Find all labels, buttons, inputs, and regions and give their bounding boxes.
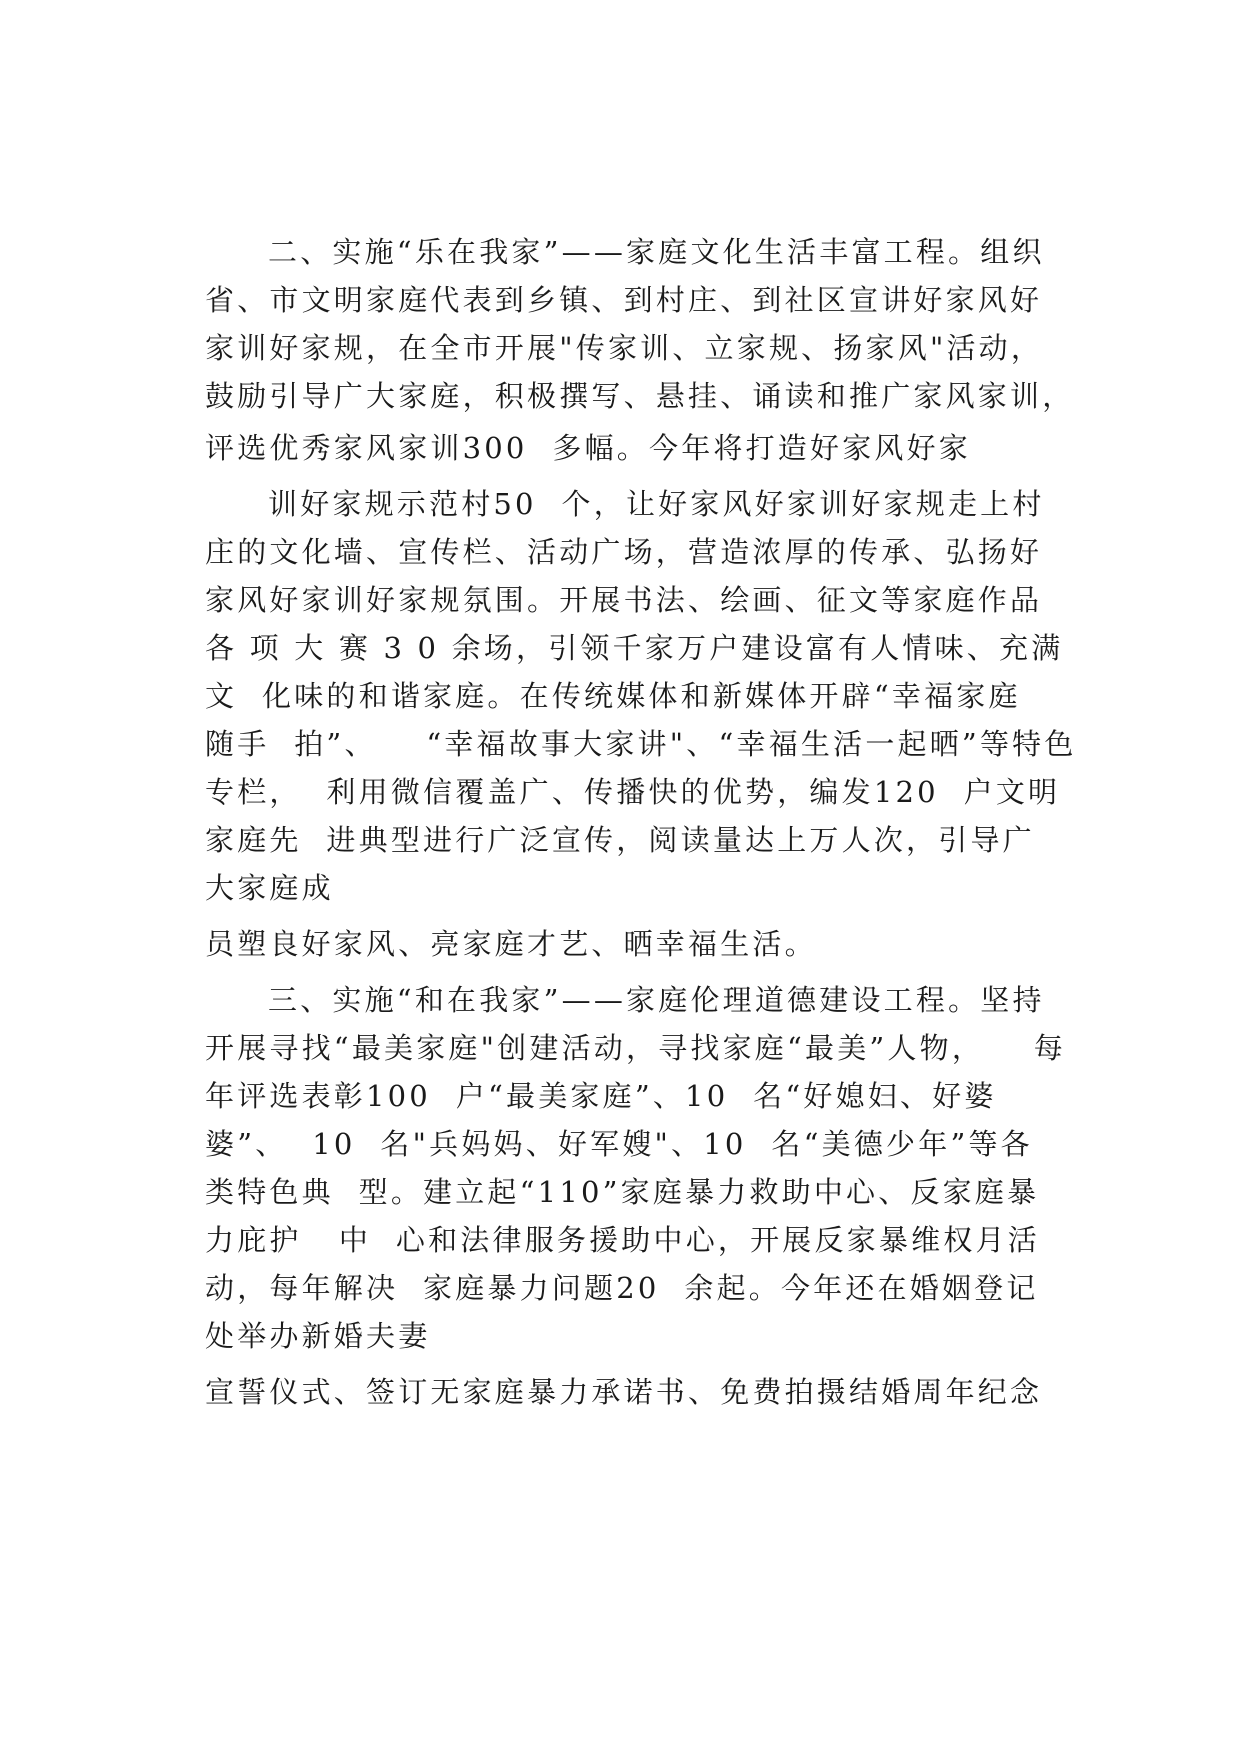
text-line: 大家庭成 — [205, 871, 334, 905]
text-line: 类特色典 型。建立起“110”家庭暴力救助中心、反家庭暴 — [205, 1175, 1040, 1209]
text-line: 家庭先 进典型进行广泛宣传，阅读量达上万人次，引导广 — [205, 823, 1035, 857]
text-line: 员塑良好家风、亮家庭才艺、晒幸福生活。 — [205, 927, 817, 961]
text-line: 年评选表彰100 户“最美家庭”、10 名“好媳妇、好婆 — [205, 1079, 997, 1113]
text-line: 庄的文化墙、宣传栏、活动广场，营造浓厚的传承、弘扬好 — [205, 535, 1043, 569]
text-line: 宣誓仪式、签订无家庭暴力承诺书、免费拍摄结婚周年纪念 — [205, 1375, 1043, 1409]
section-three-heading-line: 三、实施“和在我家”——家庭伦理道德建设工程。坚持 — [268, 983, 1045, 1017]
text-line: 文 化味的和谐家庭。在传统媒体和新媒体开辟“幸福家庭 — [205, 679, 1021, 713]
section-two-heading-line: 二、实施“乐在我家”——家庭文化生活丰富工程。组织 — [268, 235, 1045, 269]
text-line: 省、市文明家庭代表到乡镇、到村庄、到社区宣讲好家风好 — [205, 283, 1043, 317]
text-line: 处举办新婚夫妻 — [205, 1319, 431, 1353]
text-line: 鼓励引导广大家庭，积极撰写、悬挂、诵读和推广家风家训， — [205, 379, 1075, 413]
text-line: 各 项 大 赛 3 0 余场，引领千家万户建设富有人情味、充满 — [205, 631, 1064, 665]
text-line: 动，每年解决 家庭暴力问题20 余起。今年还在婚姻登记 — [205, 1271, 1039, 1305]
text-line: 专栏， 利用微信覆盖广、传播快的优势，编发120 户文明 — [205, 775, 1061, 809]
text-line: 家风好家训好家规氛围。开展书法、绘画、征文等家庭作品 — [205, 583, 1043, 617]
text-line: 评选优秀家风家训300 多幅。今年将打造好家风好家 — [205, 431, 971, 465]
text-line: 婆”、 10 名"兵妈妈、好军嫂"、10 名“美德少年”等各 — [205, 1127, 1033, 1161]
text-line: 力庇护 中 心和法律服务援助中心，开展反家暴维权月活 — [205, 1223, 1040, 1257]
text-line: 随手 拍”、 “幸福故事大家讲"、“幸福生活一起晒”等特色 — [205, 727, 1077, 761]
text-line: 家训好家规，在全市开展"传家训、立家规、扬家风"活动， — [205, 331, 1044, 365]
text-line: 开展寻找“最美家庭"创建活动，寻找家庭“最美”人物， 每 — [205, 1031, 1066, 1065]
text-line: 训好家规示范村50 个，让好家风好家训好家规走上村 — [268, 487, 1045, 521]
